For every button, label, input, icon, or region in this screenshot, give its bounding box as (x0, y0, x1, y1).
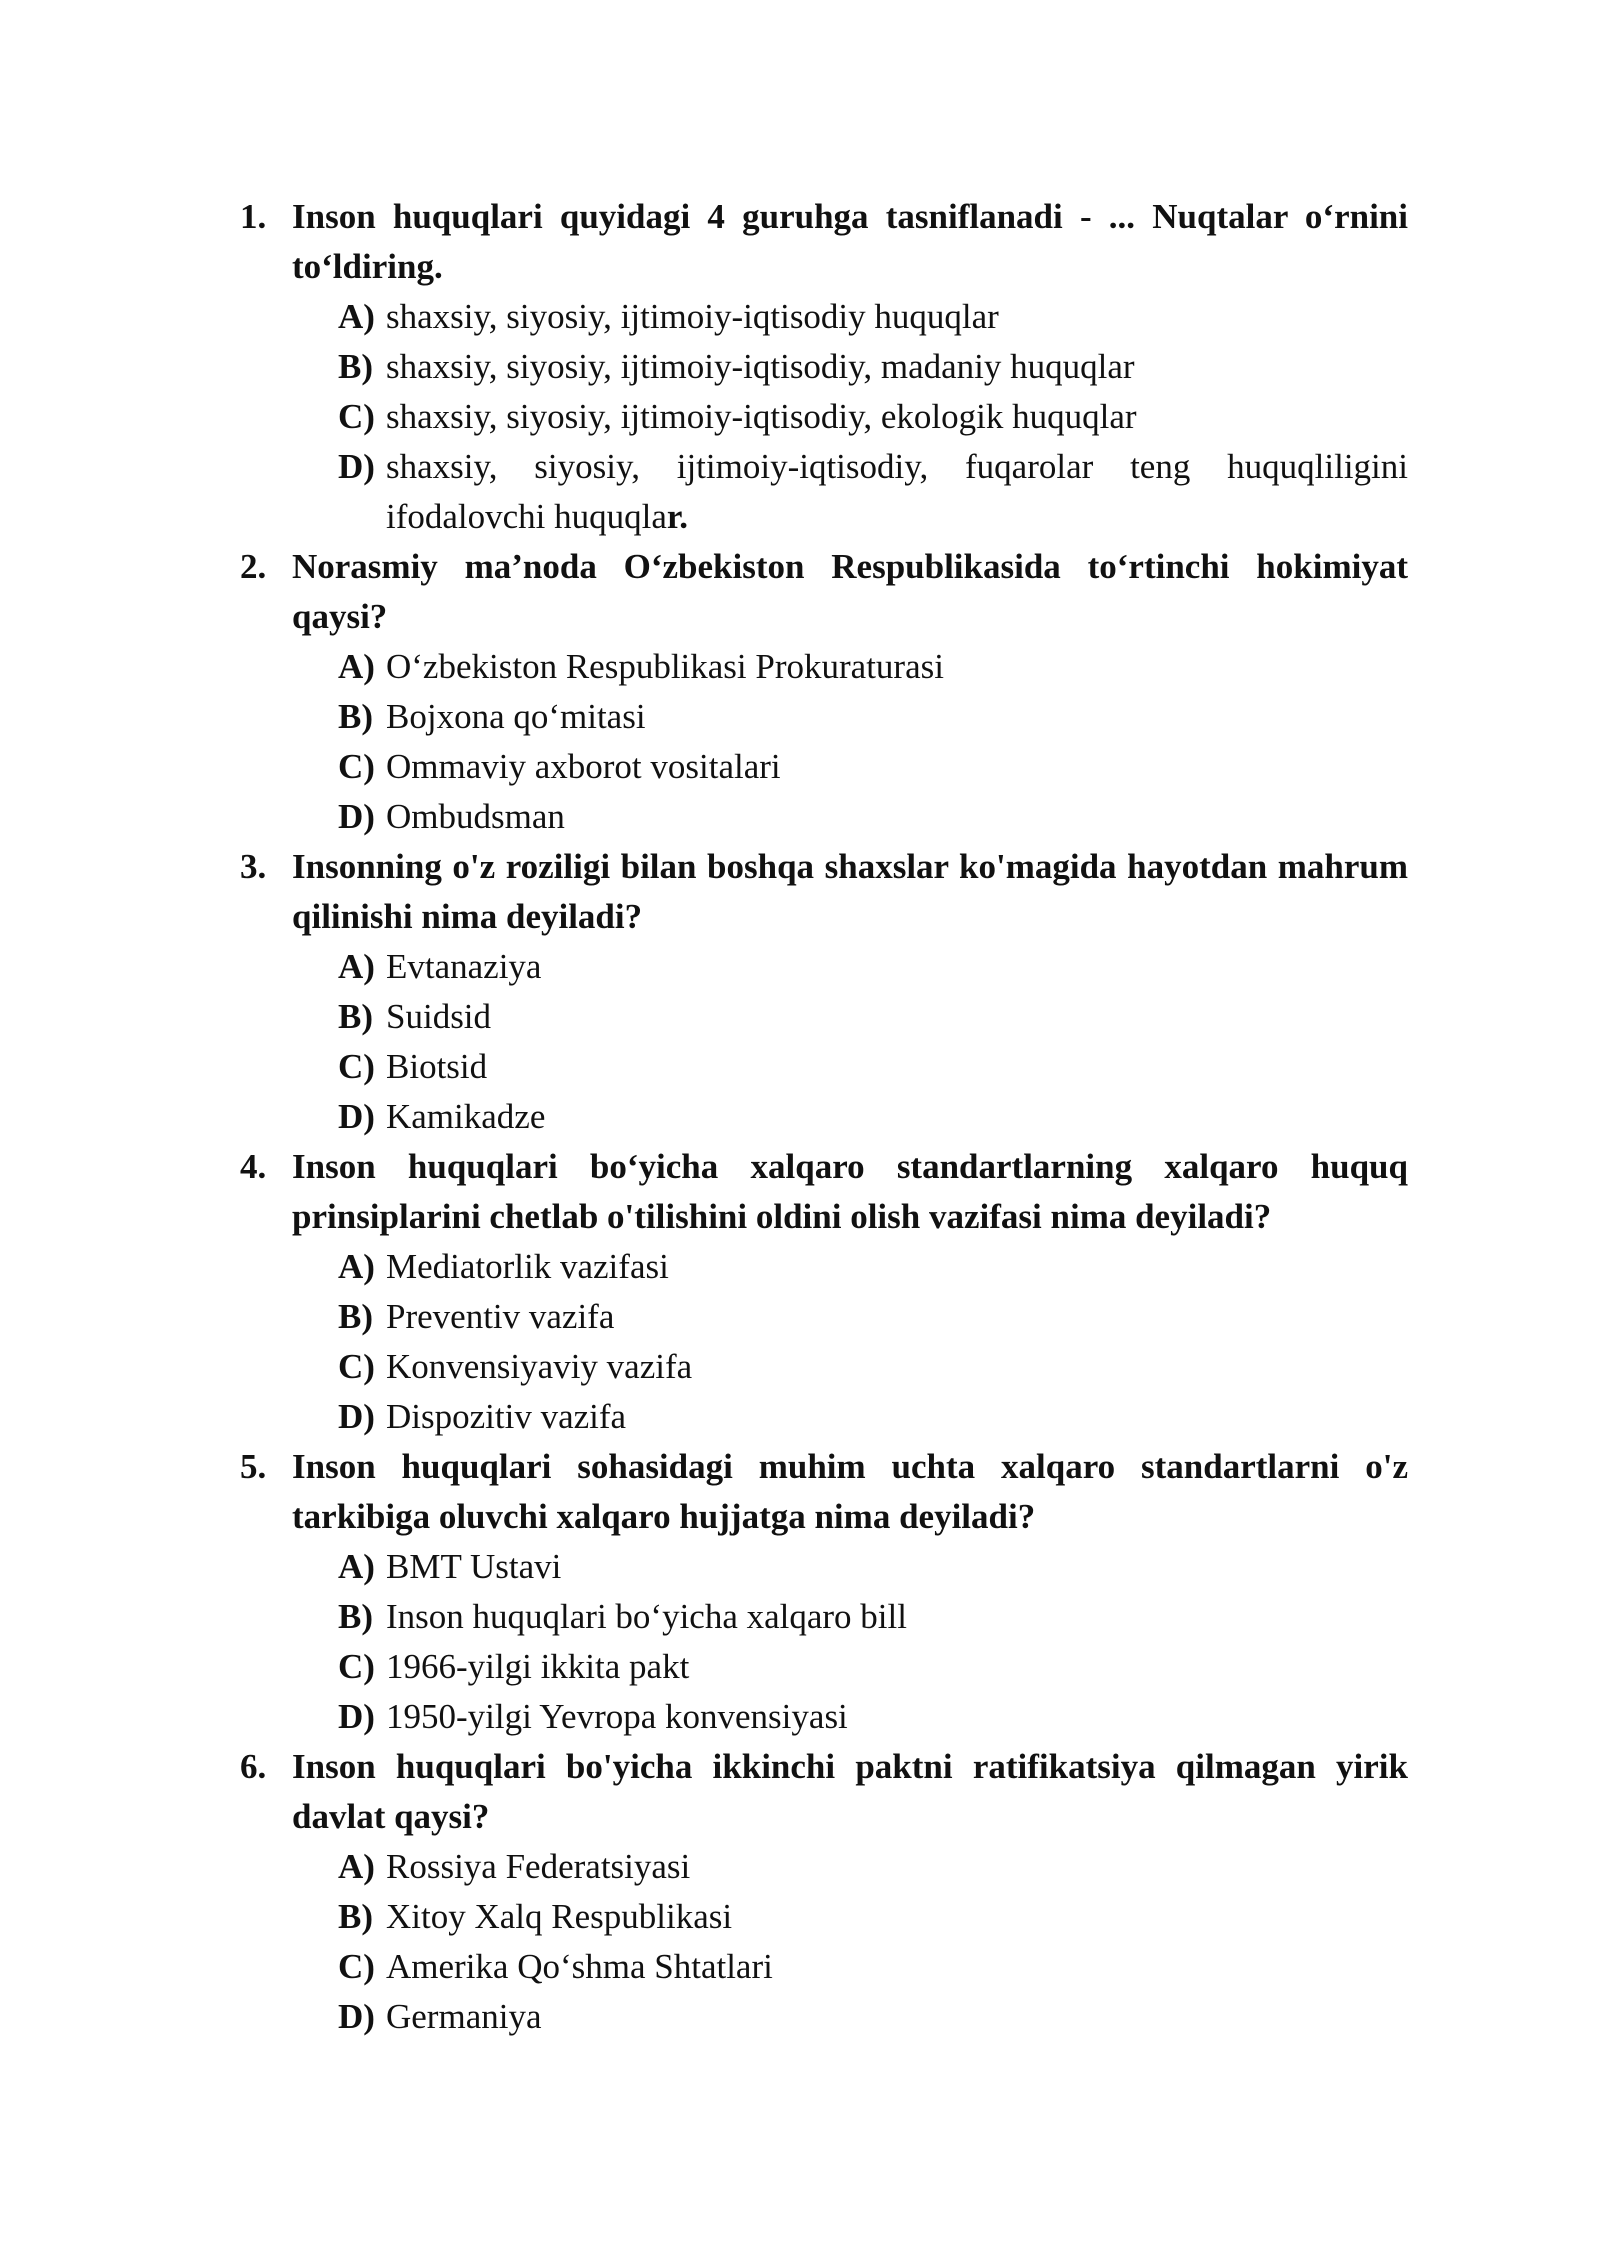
option-letter: C) (338, 1047, 375, 1086)
question-1-header (240, 192, 1408, 292)
option-letter: A) (338, 647, 375, 686)
option-letter: A) (338, 947, 375, 986)
option-text: Amerika Qo‘shma Shtatlari (386, 1947, 773, 1986)
option-a (338, 642, 1408, 692)
option-d (338, 1692, 1408, 1742)
option-letter: B) (338, 1297, 373, 1336)
option-d (338, 1392, 1408, 1442)
option-letter: D) (338, 1097, 375, 1136)
option-a (338, 1842, 1408, 1892)
question-4-header (240, 1142, 1408, 1242)
option-c (338, 1042, 1408, 1092)
option-text: BMT Ustavi (386, 1547, 562, 1586)
option-letter: B) (338, 997, 373, 1036)
question-number: 4. (240, 1147, 267, 1186)
option-list (338, 942, 1408, 1142)
option-list (338, 1242, 1408, 1442)
question-text: Insonning o'z roziligi bilan boshqa shaxslar ko'magida hayotdan mahrum qilinishi nima deyiladi? (292, 847, 1408, 936)
option-letter: D) (338, 447, 375, 486)
option-d (338, 442, 1408, 542)
option-text: Germaniya (386, 1997, 542, 2036)
option-c (338, 1642, 1408, 1692)
option-b (338, 1892, 1408, 1942)
option-letter: A) (338, 297, 375, 336)
option-b (338, 692, 1408, 742)
option-text: 1966-yilgi ikkita pakt (386, 1647, 690, 1686)
option-letter: C) (338, 397, 375, 436)
option-a (338, 1542, 1408, 1592)
question-5-header (240, 1442, 1408, 1542)
option-letter: C) (338, 1647, 375, 1686)
option-list (338, 1842, 1408, 2042)
question-number: 5. (240, 1447, 267, 1486)
option-text: shaxsiy, siyosiy, ijtimoiy-iqtisodiy, ekologik huquqlar (386, 397, 1137, 436)
option-letter: C) (338, 747, 375, 786)
option-letter: C) (338, 1347, 375, 1386)
question-number: 1. (240, 197, 267, 236)
question-6-header (240, 1742, 1408, 1842)
question-text: Inson huquqlari sohasidagi muhim uchta xalqaro standartlarni o'z tarkibiga oluvchi xalqaro hujjatga nima deyiladi? (292, 1447, 1408, 1536)
option-text: Biotsid (386, 1047, 488, 1086)
option-text: Dispozitiv vazifa (386, 1397, 627, 1436)
option-text: Konvensiyaviy vazifa (386, 1347, 693, 1386)
option-a (338, 1242, 1408, 1292)
option-text: shaxsiy, siyosiy, ijtimoiy-iqtisodiy, madaniy huquqlar (386, 347, 1135, 386)
option-b (338, 1592, 1408, 1642)
option-text: Inson huquqlari bo‘yicha xalqaro bill (386, 1597, 907, 1636)
option-text: 1950-yilgi Yevropa konvensiyasi (386, 1697, 848, 1736)
option-b (338, 992, 1408, 1042)
option-letter: D) (338, 1697, 375, 1736)
option-text: Xitoy Xalq Respublikasi (386, 1897, 733, 1936)
question-2-header (240, 542, 1408, 642)
question-4 (240, 1142, 1408, 1442)
option-c (338, 392, 1408, 442)
option-list (338, 292, 1408, 542)
option-text: Rossiya Federatsiyasi (386, 1847, 691, 1886)
question-number: 2. (240, 547, 267, 586)
question-text: Norasmiy ma’noda O‘zbekiston Respublikasida to‘rtinchi hokimiyat qaysi? (292, 547, 1408, 636)
option-c (338, 742, 1408, 792)
option-text: O‘zbekiston Respublikasi Prokuraturasi (386, 647, 944, 686)
option-b (338, 342, 1408, 392)
option-letter: B) (338, 1597, 373, 1636)
option-text: Mediatorlik vazifasi (386, 1247, 669, 1286)
question-1 (240, 192, 1408, 542)
option-letter: C) (338, 1947, 375, 1986)
option-text: Kamikadze (386, 1097, 546, 1136)
option-c (338, 1942, 1408, 1992)
option-letter: A) (338, 1547, 375, 1586)
option-letter: D) (338, 797, 375, 836)
option-d (338, 792, 1408, 842)
question-3 (240, 842, 1408, 1142)
option-list (338, 1542, 1408, 1742)
option-letter: A) (338, 1847, 375, 1886)
option-text: Ombudsman (386, 797, 565, 836)
question-text: Inson huquqlari quyidagi 4 guruhga tasniflanadi - ... Nuqtalar o‘rnini to‘ldiring. (292, 197, 1408, 286)
question-2 (240, 542, 1408, 842)
option-text: Preventiv vazifa (386, 1297, 615, 1336)
option-a (338, 942, 1408, 992)
option-letter: A) (338, 1247, 375, 1286)
option-text: Ommaviy axborot vositalari (386, 747, 781, 786)
question-number: 3. (240, 847, 267, 886)
option-text: Evtanaziya (386, 947, 542, 986)
question-text: Inson huquqlari bo‘yicha xalqaro standartlarning xalqaro huquq prinsiplarini chetlab o'tilishini oldini olish vazifasi nima deyiladi? (292, 1147, 1408, 1236)
option-a (338, 292, 1408, 342)
option-text: shaxsiy, siyosiy, ijtimoiy-iqtisodiy huquqlar (386, 297, 999, 336)
question-text: Inson huquqlari bo'yicha ikkinchi paktni ratifikatsiya qilmagan yirik davlat qaysi? (292, 1747, 1408, 1836)
option-text: Suidsid (386, 997, 492, 1036)
option-letter: B) (338, 697, 373, 736)
option-b (338, 1292, 1408, 1342)
option-text: shaxsiy, siyosiy, ijtimoiy-iqtisodiy, fuqarolar teng huquqliligini ifodalovchi huquqla (386, 447, 1408, 536)
option-letter: B) (338, 1897, 373, 1936)
question-3-header (240, 842, 1408, 942)
option-letter: D) (338, 1397, 375, 1436)
question-5 (240, 1442, 1408, 1742)
option-d (338, 1992, 1408, 2042)
question-number: 6. (240, 1747, 267, 1786)
option-d (338, 1092, 1408, 1142)
option-letter: D) (338, 1997, 375, 2036)
option-text: Bojxona qo‘mitasi (386, 697, 646, 736)
option-text-bold-tail: r. (666, 497, 688, 536)
option-list (338, 642, 1408, 842)
option-letter: B) (338, 347, 373, 386)
question-6 (240, 1742, 1408, 2042)
option-c (338, 1342, 1408, 1392)
